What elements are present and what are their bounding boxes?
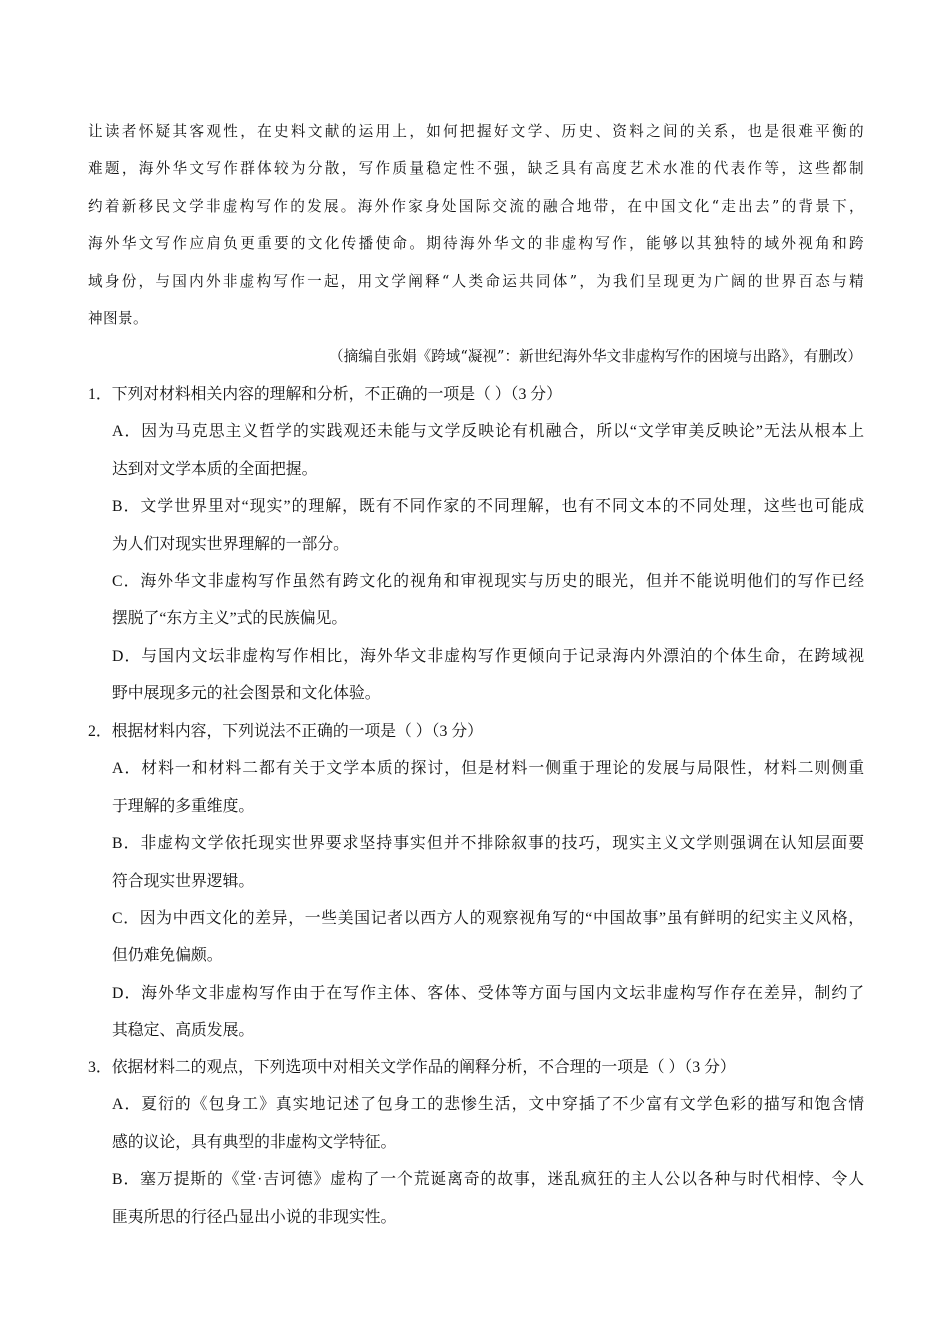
question-1 bbox=[88, 382, 864, 719]
passage-line: 难题，海外华文写作群体较为分散，写作质量稳定性不强，缺乏具有高度艺术水准的代表作等，这些都制 bbox=[88, 160, 864, 178]
option-line: B．塞万提斯的《堂·吉诃德》虚构了一个荒诞离奇的故事，迷乱疯狂的主人公以各种与时代相悖、令人 bbox=[112, 1171, 864, 1189]
option-line: 其稳定、高质发展。 bbox=[112, 1022, 255, 1040]
option-line: 匪夷所思的行径凸显出小说的非现实性。 bbox=[112, 1208, 397, 1226]
option-line: 达到对文学本质的全面把握。 bbox=[112, 460, 318, 478]
option-line: D．与国内文坛非虚构写作相比，海外华文非虚构写作更倾向于记录海内外漂泊的个体生命，在跨域视 bbox=[112, 647, 864, 665]
source-citation: （摘编自张娟《跨域“凝视”：新世纪海外华文非虚构写作的困境与出路》，有删改） bbox=[329, 348, 862, 365]
question-stem: 2．根据材料内容，下列说法不正确的一项是（ ）（3 分） bbox=[88, 723, 483, 740]
passage-excerpt bbox=[88, 119, 864, 343]
option-b[interactable] bbox=[112, 494, 864, 569]
option-b[interactable] bbox=[112, 831, 864, 906]
option-line: 为人们对现实世界理解的一部分。 bbox=[112, 535, 349, 553]
option-line: D．海外华文非虚构写作由于在写作主体、客体、受体等方面与国内文坛非虚构写作存在差异，制约了 bbox=[112, 984, 864, 1002]
question-stem: 1．下列对材料相关内容的理解和分析，不正确的一项是（ ）（3 分） bbox=[88, 386, 562, 403]
option-line: A．材料一和材料二都有关于文学本质的探讨，但是材料一侧重于理论的发展与局限性，材料二则侧重 bbox=[112, 760, 864, 778]
option-d[interactable] bbox=[112, 981, 864, 1056]
option-line: B．非虚构文学依托现实世界要求坚持事实但并不排除叙事的技巧，现实主义文学则强调在认知层面要 bbox=[112, 835, 864, 853]
option-d[interactable] bbox=[112, 644, 864, 719]
option-line: C．因为中西文化的差异，一些美国记者以西方人的观察视角写的“中国故事”虽有鲜明的纪实主义风格， bbox=[112, 909, 864, 927]
passage-line: 域身份，与国内外非虚构写作一起，用文学阐释“人类命运共同体”，为我们呈现更为广阔的世界百态与精 bbox=[88, 272, 864, 290]
question-2 bbox=[88, 719, 864, 1056]
question-3 bbox=[88, 1055, 864, 1242]
option-a[interactable] bbox=[112, 756, 864, 831]
option-a[interactable] bbox=[112, 1092, 864, 1167]
passage-line: 神图景。 bbox=[88, 309, 148, 327]
option-line: B．文学世界里对“现实”的理解，既有不同作家的不同理解，也有不同文本的不同处理，这些也可能成 bbox=[112, 498, 864, 516]
option-line: A．因为马克思主义哲学的实践观还未能与文学反映论有机融合，所以“文学审美反映论”无法从根本上 bbox=[112, 423, 864, 441]
passage-line: 让读者怀疑其客观性，在史料文献的运用上，如何把握好文学、历史、资料之间的关系，也是很难平衡的 bbox=[88, 123, 864, 140]
option-line: 野中展现多元的社会图景和文化体验。 bbox=[112, 685, 381, 703]
passage-line: 海外华文写作应肩负更重要的文化传播使命。期待海外华文的非虚构写作，能够以其独特的域外视角和跨 bbox=[88, 235, 864, 253]
option-line: A．夏衍的《包身工》真实地记述了包身工的悲惨生活，文中穿插了不少富有文学色彩的描写和饱含情 bbox=[112, 1096, 864, 1114]
question-stem: 3．依据材料二的观点，下列选项中对相关文学作品的阐释分析，不合理的一项是（ ）（3 分） bbox=[88, 1059, 736, 1076]
option-c[interactable] bbox=[112, 569, 864, 644]
passage-line: 约着新移民文学非虚构写作的发展。海外作家身处国际交流的融合地带，在中国文化“走出去”的背景下， bbox=[88, 197, 864, 215]
option-b[interactable] bbox=[112, 1167, 864, 1242]
option-c[interactable] bbox=[112, 906, 864, 981]
option-line: 符合现实世界逻辑。 bbox=[112, 872, 255, 890]
option-line: C．海外华文非虚构写作虽然有跨文化的视角和审视现实与历史的眼光，但并不能说明他们的写作已经 bbox=[112, 572, 864, 590]
option-line: 感的议论，具有典型的非虚构文学特征。 bbox=[112, 1133, 397, 1151]
option-line: 摆脱了“东方主义”式的民族偏见。 bbox=[112, 610, 348, 628]
option-line: 但仍难免偏颇。 bbox=[112, 947, 223, 965]
option-line: 于理解的多重维度。 bbox=[112, 797, 255, 815]
option-a[interactable] bbox=[112, 419, 864, 494]
